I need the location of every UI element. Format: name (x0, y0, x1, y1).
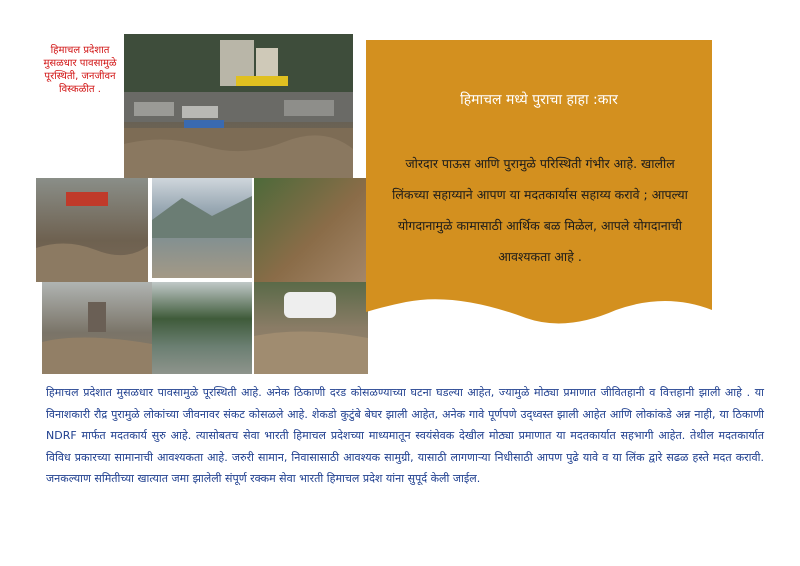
appeal-card (366, 40, 712, 332)
collage-photo-landslide (254, 178, 368, 282)
flood-photo-collage (36, 178, 368, 374)
appeal-text: जोरदार पाऊस आणि पुरामुळे परिस्थिती गंभीर आहे. खालील लिंकच्या सहाय्याने आपण या मदतकार्यास सहाय्य करावे ; आपल्या योगदानामुळे कामासाठी आर्थिक बळ मिळेल, आपले योगदानाची आवश्यकता आहे . (392, 156, 688, 264)
collage-photo-river-town (36, 178, 148, 282)
collage-photo-car-mud (254, 282, 368, 374)
flood-photo (124, 34, 353, 178)
appeal-title: हिमाचल मध्ये पुराचा हाहा :कार (460, 92, 618, 108)
collage-photo-temple (42, 282, 152, 374)
collage-photo-valley (152, 178, 252, 278)
photo-caption: हिमाचल प्रदेशात मुसळधार पावसामुळे पूरस्थिती, जनजीवन विस्कळीत . (43, 45, 117, 95)
collage-photo-lake-town (152, 282, 252, 374)
article-paragraph: हिमाचल प्रदेशात मुसळधार पावसामुळे पूरस्थिती आहे. अनेक ठिकाणी दरड कोसळण्याच्या घटना घडल्या आहेत, ज्यामुळे मोठ्या प्रमाणात जीवितहानी व वित्तहानी झाली आहे . या विनाशकारी रौद्र पुरामुळे लोकांच्या जीवनावर संकट कोसळले आहे. शेकडो कुटुंबे बेघर झाली आहेत, अनेक गावे पूर्णपणे उद्ध्वस्त झाली आहेत आणि लोकांकडे अन्न नाही, या ठिकाणी NDRF मार्फत मदतकार्य सुरु आहे. त्यासोबतच सेवा भारती हिमाचल प्रदेशच्या माध्यमातून स्वयंसेवक देखील मोठ्या प्रमाणात या मदतकार्यात सहभागी आहेत. तेथील मदतकार्यात विविध प्रकारच्या सामानाची आवश्यकता आहे. जरुरी सामान, निवासासाठी आवश्यक सामुग्री, यासाठी लागणाऱ्या निधीसाठी आपण पुढे यावे व या लिंक द्वारे सढळ हस्ते मदत करावी. जनकल्याण समितीच्या खात्यात जमा झालेली संपूर्ण रक्कम सेवा भारती हिमाचल प्रदेश यांना सुपूर्द केली जाईल. (46, 386, 764, 485)
